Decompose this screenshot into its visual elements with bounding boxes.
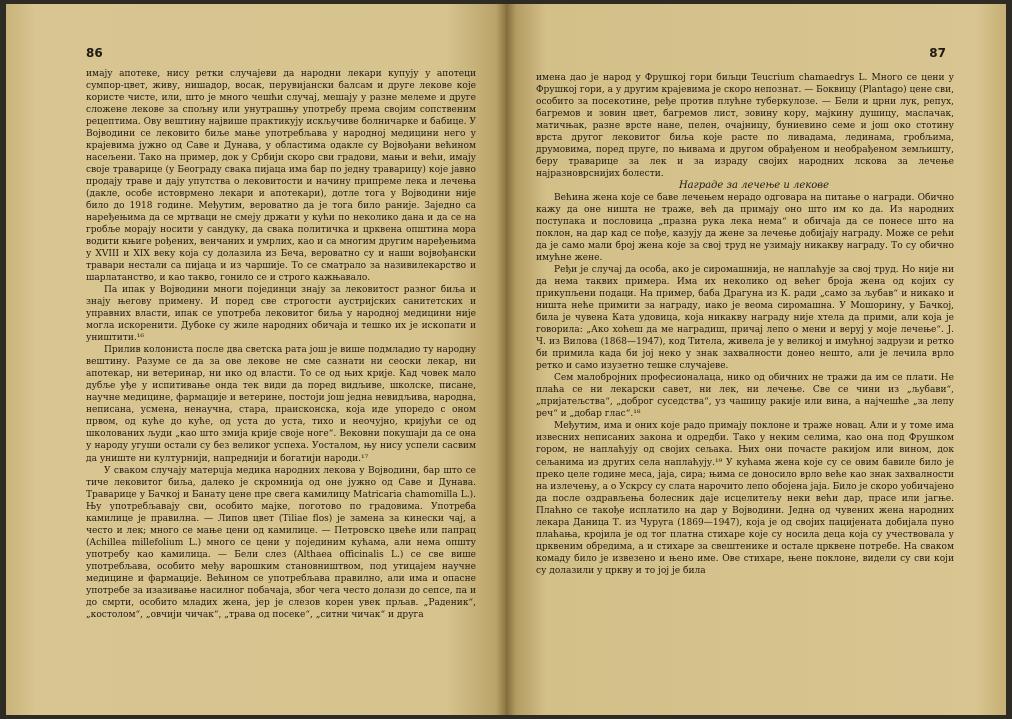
right-page: [506, 4, 1006, 715]
left-page-text: [86, 68, 476, 621]
gutter-shadow: [496, 4, 506, 715]
paragraph: имена дао је народ у Фрушкој гори биљци Teucrium chamaedrys L. Много се цени у Фрушкој гори, а у другим крајевима је скоро непознат. — Боквицу (Plantago) цене сви, особито за посекотине, ређе против плућне туберкулозе. — Бели и црни лук, репух, багремов и зовин цвет, багремов лист, зовину кору, мајкину душицу, маслачак, матичњак, разне врсте нане, пелен, очајницу, буниевино семе и још око стотину врста другог лековитог биља које расте по ливадама, лединама, гробљима, друмовима, поред пруге, по њивама и другом обрађеном и необрађеном земљишту, беру траварице за лек и за израду својих народних лскова за лечење најразноврснијих болести.: [536, 73, 954, 180]
left-page: [6, 4, 506, 715]
right-page-text: [536, 72, 954, 577]
paragraph: Па ипак у Војводини многи појединци знају за лековитост разног биља и знају његову примену. И поред све строгости аустријских санитетских и управних власти, ипак се употреба лековитог биља у народној медицини није могла искоренити. Дубоке су жиле народних обичаја и тешко их је ископати и уништити.¹⁶: [86, 285, 476, 344]
paragraph: Ређи је случај да особа, ако је сиромашниja, не наплаћује за свој труд. Но није ни да нема таквих примера. Има их неколико од већег броја жена од којих су прикупљени подаци. На пример, баба Драгуна из К. ради „само за љубав“ и никако и ништа неће примити за награду, иако је веома сиромашна. У Мошорину, у Бачкој, била је чувена Ката удовица, која никакву награду није хтела да прими, али која је говорила: „Ако хоћеш да ме наградиш, причај лепо о мени и веруј у моје лечење“. Ј. Ч. из Вилова (1868—1947), код Тителa, живела је у великој и имућној задрузи и ретко би примила када би јој неко у знак захвалности донео нешто, али је лечила врло ретко и само изузетно тешке случајеве.: [536, 265, 954, 372]
paragraph: Већина жена које се баве лечењем нерадо одговара на питање о награди. Обично кажу да оне ништа не траже, већ да примају оно што им ко да. Из народних поступака и пословица „празна рука лека нема“ и обичаја да се понесе што на поклон, на дар кад се пође, казују да жене за лечење добијају награду. Може се рећи да је само мали број жена које за свој труд не узимају никакву награду. То су обично имућне жене.: [536, 193, 954, 264]
gutter-shadow: [506, 4, 516, 715]
paragraph: имају апотеке, нису ретки случајеви да народни лекари купују у апотеци сумпор-цвет, живу, нишадор, восак, перувијански балсам и друге лекове које користе чисте, или, што је много чешћи случај, мешају у разне мелеме и друге сложене лекове за спољну или унутрашњу употребу према својим сопственим рецептима. Ову вештину највише практикују искључиве болничарке и бабице. У Војводини се лековито биље мање употребљава у народној медицини него у крајевима јужно од Саве и Дунава, у областима одакле су Војвођани већином насељени. Тако на пример, док у Србији скоро сви градови, мањи и већи, имају своје траварице (у Београду свака пијаца има бар по једну траварицу) које јавно продају траве и дају упутства о лековитости и начину припреме лека и лечења (дакле, особе истоврмено лекари и апотекари), дотле тога у Војводини није било до 1918 године. Међутим, вероватно да је тога било раније. Заједно са наређењима да се мртваци не смеју држати у кући по неколико дана и да се на гробље морају носити у сандуку, да свака политичка и црквена општина мора водити књиге рођених, венчаних и умрлих, као и са многим другим наређењима у XVIII и XIX веку која су долазила из Беча, вероватно су и наши војвођански травари нестали са пијаца и из чаршије. То се сматрало за називилекарство и шарлатанство, и као такво, гонило се и строго кажњавало.: [86, 69, 476, 284]
book-spread: [6, 4, 1006, 715]
section-heading: Награде за лечење и лекове: [678, 180, 830, 192]
paragraph: Сем малобројних професионалаца, нико од обичних не тражи да им се плати. Не плаћа се ни лекарски савет, ни лек, ни лечење. Све се чини из „љубави“, „пријатељства“, „доброг суседства“, уз чашицу ракије или вина, а најчешће „за лепу реч“ и „добар глас“.¹⁸: [536, 373, 954, 420]
paragraph: Међутим, има и оних које радо примају поклоне и траже новац. Али и у томе има извесних неписаних закона и одредби. Тако у неким селима, као она под Фрушком гором, не наплаћују од својих сељака. Њих они почасте ракијом или вином, док сељанима из других села наплаћују.¹⁹ У кућама жена које су се овим бавиле било је преко целе године меса, јаја, сира; њима се доносило врло веће као знак захвалности на излечењу, а о Ускрсу су слата нарочито лепо обојена јаја. Било је скоро уобичајено да после оздрављења болесник даје исцелитељу неки већи дар, прасе или јагње. Плаћно се такође исплатило на дар у Војводини. Једна од чувених жена народних лекара Даница Т. из Чуруга (1869—1947), која је од својих пацијената добијала пуно плаћања, кројила је од тог платна стихаре које су носила деца која су учествовала у црквеним обредима, а и стихаре за свештенике и остале црквене потребе. На сваком комаду било је извезено и њено име. Ове стихаре, њене поклоне, видели су сви који су долазили у цркву и то јој је била: [536, 421, 954, 576]
page-number-right: 87: [929, 46, 946, 60]
page-number-left: 86: [86, 46, 103, 60]
paragraph: Прилив колониста после два светска рата још је више подмладио ту народну вештину. Разуме се да за ове лекове не сме сазнати ни сеоски лекар, ни апотекар, ни ветеринар, ни ико од власти. То се од њих крије. Кад човек мало дубље уђе у испитивање онда тек види да поред видљиве, школске, писане, научне медицине, фармације и ветерине, постоји још једна невидљива, народна, неписана, усмена, ненаучна, стара, прaисконска, која иде упоредо с оном првом, од куће до куће, од уста до уста, тихо и неочујно, кријући се од школованих људи „као што змија крије своје ноге“. Вековни покушаји да се она у народу угуши остали су без великог успеха. Уосталом, њу нису успели сасвим да униште ни културнији, напреднији и богатији народи.¹⁷: [86, 345, 476, 464]
paragraph: У сваком случају матерuja медика народних лекова у Војводини, бар што се тиче лековитог биља, далеко је скромнија од оне јужно од Саве и Дунава. Траварице у Бачкој и Банату цене пре свега камилицу Matricaria chamomilla L.). Њу употребљавају сви, особито мајке, поготово по градовима. Употреба камилице је правилна. — Липов цвет (Tiliae flos) је замена за кинески чај, а често и лек; много се мање цени од камилице. — Петровско цвеће или папрац (Achillea millefolium L.) много се цени у појединим кућама, али нема општу употребу као камилица. — Бели слез (Althaea officinalis L.) се све више употребљава, особито међу варошким становништвом, под утицајем научне медицине и фармације. Већином се употребљава правилно, али има и опасне употребе за изазивање насилног побачаја, због чега често долази до сепсе, па и до смрти, особито младих жена, јер је слезов корен увек прљав. „Раденик“, „костолом“, „овчији чичак“, „трава од посеке“, „ситни чичак“ и друга: [86, 465, 476, 620]
